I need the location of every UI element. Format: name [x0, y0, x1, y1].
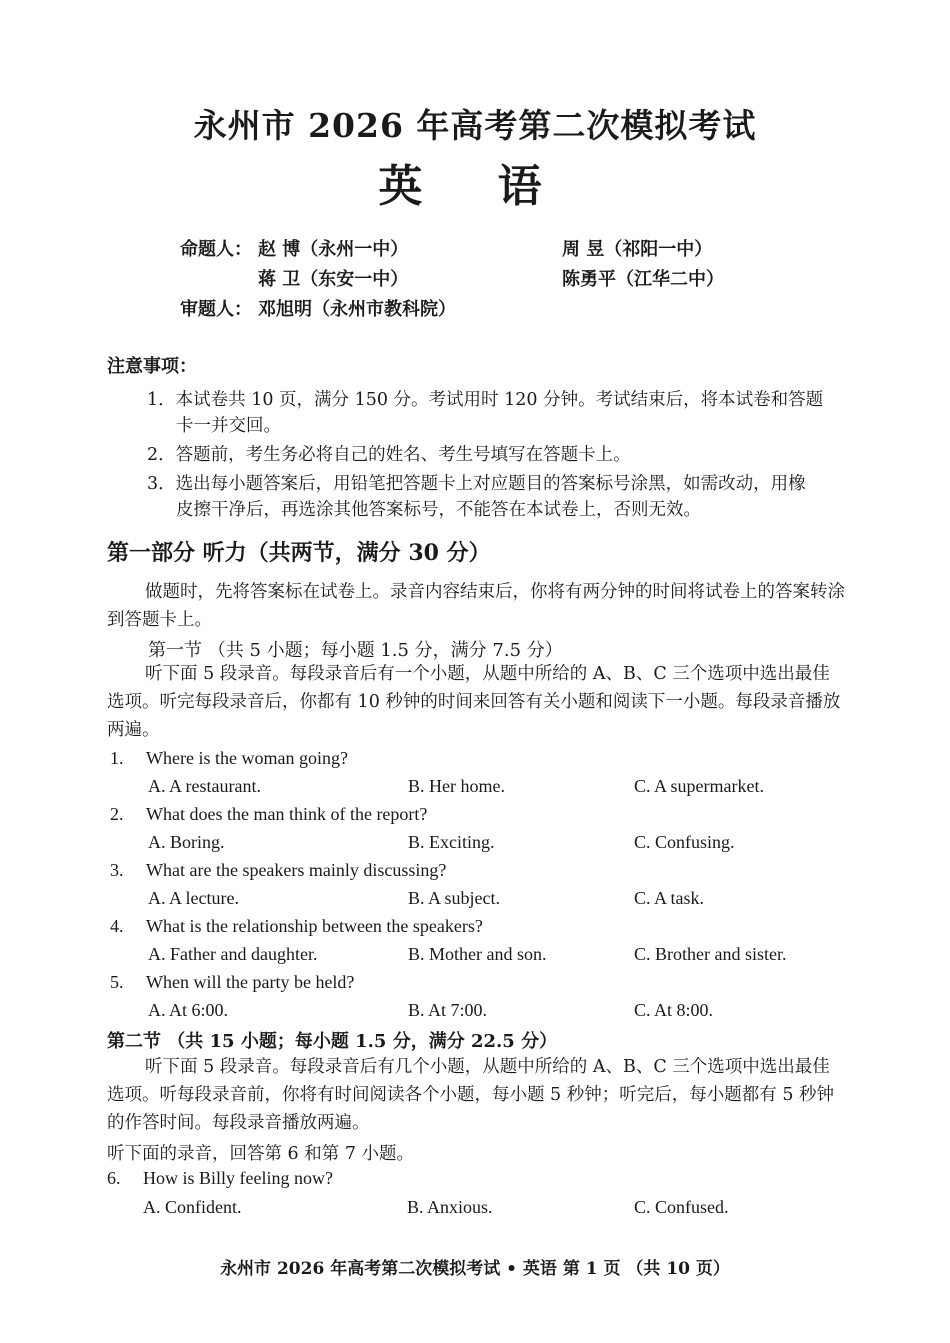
question-4-text: What is the relationship between the speakers?: [146, 916, 483, 936]
question-1-option-b: B. Her home.: [408, 776, 505, 796]
note-1-line-1: 1．本试卷共 10 页，满分 150 分。考试用时 120 分钟。考试结束后，将本试卷和答题: [147, 390, 824, 410]
question-3-option-b: B. A subject.: [408, 888, 501, 908]
compiler-1: 赵 博（永州一中）: [258, 239, 409, 260]
part-1-heading: 第一部分 听力（共两节，满分 30 分）: [107, 540, 491, 566]
part-1-intro: [107, 578, 847, 634]
question-2-text: What does the man think of the report?: [146, 804, 428, 824]
compiler-4: 陈勇平（江华二中）: [562, 269, 724, 290]
question-4-option-b: B. Mother and son.: [408, 944, 547, 964]
question-3-number: 3.: [110, 860, 124, 880]
question-6-option-b: B. Anxious.: [407, 1197, 493, 1217]
question-6-text: How is Billy feeling now?: [143, 1168, 333, 1188]
note-1-line-2: 卡一并交回。: [176, 416, 281, 436]
question-3-option-a: A. A lecture.: [148, 888, 239, 908]
section-1-heading: 第一节 （共 5 小题；每小题 1.5 分，满分 7.5 分）: [148, 640, 563, 661]
section-2-instructions-text: 听下面 5 段录音。每段录音后有几个小题，从题中所给的 A、B、C 三个选项中选出最佳选项。听每段录音前，你将有时间阅读各个小题，每小题 5 秒钟；听完后，每小题都有 5 秒钟的作答时间。每段录音播放两遍。: [107, 1057, 835, 1133]
section-1-instructions: [107, 660, 847, 744]
reviewer: 邓旭明（永州市教科院）: [258, 299, 456, 320]
question-2-option-c: C. Confusing.: [634, 832, 735, 852]
question-5-number: 5.: [110, 972, 124, 992]
section-2-subinstruction: 听下面的录音，回答第 6 和第 7 小题。: [107, 1144, 415, 1164]
reviewer-label: 审题人：: [180, 299, 252, 320]
compiler-label: 命题人：: [180, 239, 252, 260]
question-2-option-a: A. Boring.: [148, 832, 225, 852]
question-1-option-a: A. A restaurant.: [148, 776, 261, 796]
question-4-number: 4.: [110, 916, 124, 936]
question-5-option-b: B. At 7:00.: [408, 1000, 488, 1020]
note-3-line-2: 皮擦干净后，再选涂其他答案标号，不能答在本试卷上，否则无效。: [176, 500, 701, 520]
note-3-line-1: 3．选出每小题答案后，用铅笔把答题卡上对应题目的答案标号涂黑，如需改动，用橡: [147, 474, 806, 494]
section-2-instructions: [107, 1053, 847, 1137]
note-2: 2．答题前，考生务必将自己的姓名、考生号填写在答题卡上。: [147, 445, 631, 465]
question-4-option-c: C. Brother and sister.: [634, 944, 787, 964]
part-1-intro-text: 做题时，先将答案标在试卷上。录音内容结束后，你将有两分钟的时间将试卷上的答案转涂到答题卡上。: [107, 582, 845, 630]
question-6-option-a: A. Confident.: [143, 1197, 242, 1217]
question-4-option-a: A. Father and daughter.: [148, 944, 318, 964]
question-5-option-a: A. At 6:00.: [148, 1000, 229, 1020]
question-2-option-b: B. Exciting.: [408, 832, 495, 852]
question-6-number: 6.: [107, 1168, 121, 1188]
question-2-number: 2.: [110, 804, 124, 824]
subject-title: 英 语: [378, 161, 572, 212]
notes-heading: 注意事项：: [107, 356, 197, 377]
question-5-option-c: C. At 8:00.: [634, 1000, 714, 1020]
question-1-number: 1.: [110, 748, 124, 768]
question-3-text: What are the speakers mainly discussing?: [146, 860, 447, 880]
exam-title: 永州市 2026 年高考第二次模拟考试: [193, 106, 757, 145]
question-1-text: Where is the woman going?: [146, 748, 348, 768]
question-6-option-c: C. Confused.: [634, 1197, 729, 1217]
question-3-option-c: C. A task.: [634, 888, 705, 908]
section-2-heading: 第二节 （共 15 小题；每小题 1.5 分，满分 22.5 分）: [107, 1031, 558, 1052]
section-1-instructions-text: 听下面 5 段录音。每段录音后有一个小题，从题中所给的 A、B、C 三个选项中选出最佳选项。听完每段录音后，你都有 10 秒钟的时间来回答有关小题和阅读下一小题。每段录音播放两遍。: [107, 664, 841, 740]
compiler-3: 蒋 卫（东安一中）: [258, 269, 409, 290]
question-5-text: When will the party be held?: [146, 972, 355, 992]
compiler-2: 周 昱（祁阳一中）: [562, 239, 713, 260]
page-footer: 永州市 2026 年高考第二次模拟考试 • 英语 第 1 页 （共 10 页）: [220, 1259, 730, 1279]
question-1-option-c: C. A supermarket.: [634, 776, 764, 796]
